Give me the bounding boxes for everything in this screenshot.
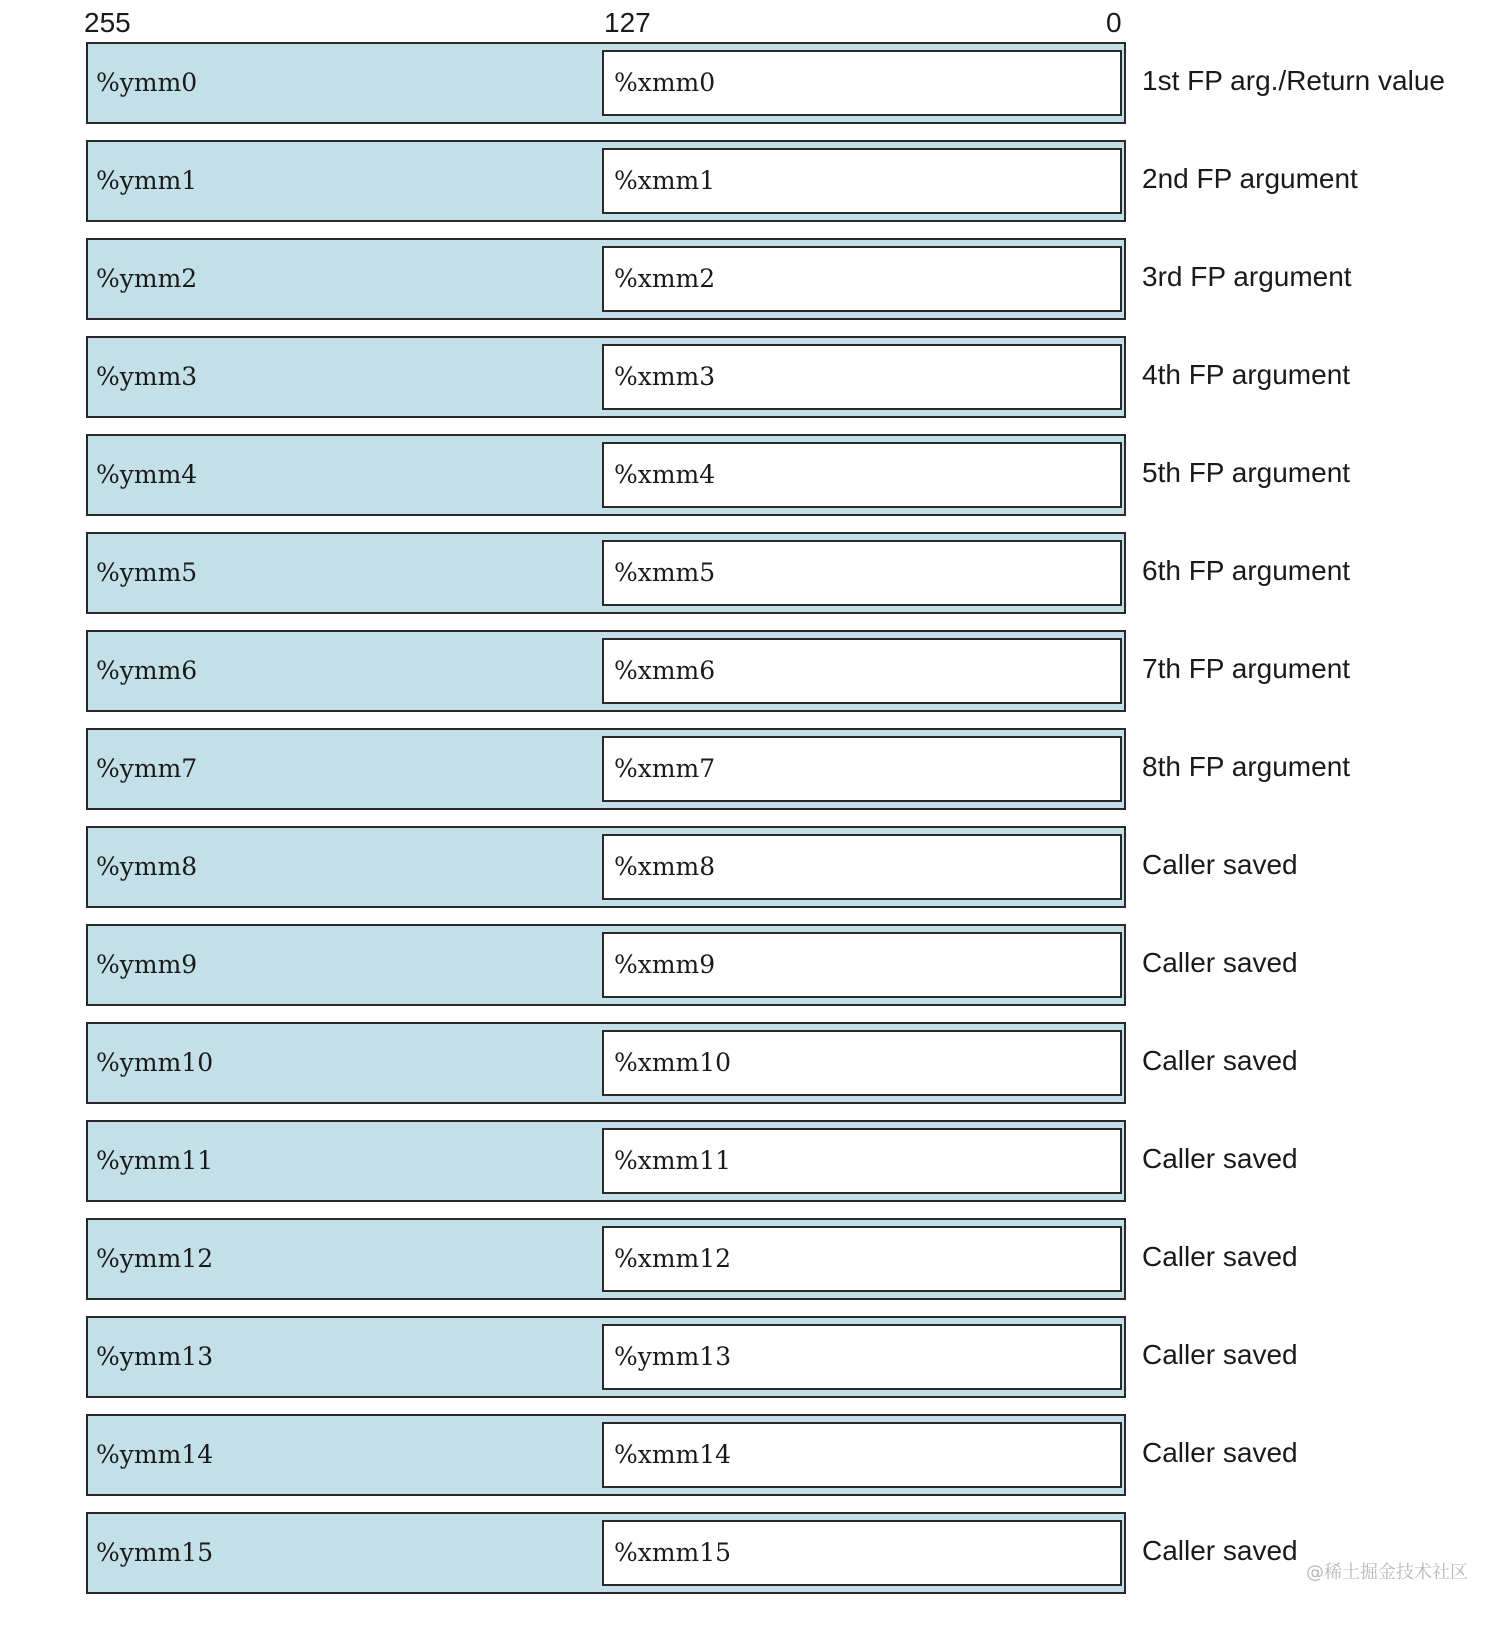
register-row-11 xyxy=(0,1120,1512,1206)
xmm-label: %xmm0 xyxy=(614,68,716,97)
ymm-register-15 xyxy=(86,1512,1126,1594)
xmm-register-0 xyxy=(602,50,1122,116)
ymm-register-5 xyxy=(86,532,1126,614)
register-role: 3rd FP argument xyxy=(1142,261,1352,292)
xmm-register-2 xyxy=(602,246,1122,312)
ymm-label: %ymm13 xyxy=(96,1342,214,1371)
register-row-10 xyxy=(0,1022,1512,1108)
xmm-label: %xmm6 xyxy=(614,656,716,685)
register-row-4 xyxy=(0,434,1512,520)
register-role: Caller saved xyxy=(1142,1437,1298,1468)
ymm-label: %ymm14 xyxy=(96,1440,214,1469)
ymm-register-12 xyxy=(86,1218,1126,1300)
xmm-register-10 xyxy=(602,1030,1122,1096)
register-row-5 xyxy=(0,532,1512,618)
register-row-12 xyxy=(0,1218,1512,1304)
xmm-label: %xmm11 xyxy=(614,1146,732,1175)
ymm-register-0 xyxy=(86,42,1126,124)
xmm-label: %xmm7 xyxy=(614,754,716,783)
register-row-1 xyxy=(0,140,1512,226)
ymm-register-7 xyxy=(86,728,1126,810)
ymm-label: %ymm6 xyxy=(96,656,198,685)
xmm-register-4 xyxy=(602,442,1122,508)
xmm-register-9 xyxy=(602,932,1122,998)
xmm-label: %xmm8 xyxy=(614,852,716,881)
xmm-register-14 xyxy=(602,1422,1122,1488)
ymm-register-10 xyxy=(86,1022,1126,1104)
ymm-register-14 xyxy=(86,1414,1126,1496)
ymm-label: %ymm11 xyxy=(96,1146,214,1175)
register-role: Caller saved xyxy=(1142,1535,1298,1566)
register-role: Caller saved xyxy=(1142,1241,1298,1272)
ymm-label: %ymm4 xyxy=(96,460,198,489)
xmm-register-11 xyxy=(602,1128,1122,1194)
ymm-label: %ymm8 xyxy=(96,852,198,881)
xmm-label: %xmm15 xyxy=(614,1538,732,1567)
register-role: 5th FP argument xyxy=(1142,457,1351,488)
ymm-register-4 xyxy=(86,434,1126,516)
register-row-6 xyxy=(0,630,1512,716)
ymm-register-8 xyxy=(86,826,1126,908)
register-row-15 xyxy=(0,1512,1512,1598)
xmm-register-5 xyxy=(602,540,1122,606)
xmm-label: %xmm9 xyxy=(614,950,716,979)
register-role: 1st FP arg./Return value xyxy=(1142,65,1445,96)
ymm-register-13 xyxy=(86,1316,1126,1398)
ymm-register-3 xyxy=(86,336,1126,418)
register-role: 2nd FP argument xyxy=(1142,163,1358,194)
xmm-register-15 xyxy=(602,1520,1122,1586)
ymm-register-6 xyxy=(86,630,1126,712)
ymm-label: %ymm9 xyxy=(96,950,198,979)
xmm-register-12 xyxy=(602,1226,1122,1292)
ymm-label: %ymm10 xyxy=(96,1048,214,1077)
register-role: Caller saved xyxy=(1142,1339,1298,1370)
register-row-0 xyxy=(0,42,1512,128)
xmm-label: %xmm4 xyxy=(614,460,716,489)
xmm-label: %xmm14 xyxy=(614,1440,732,1469)
register-row-3 xyxy=(0,336,1512,422)
xmm-label: %ymm13 xyxy=(614,1342,732,1371)
register-role: Caller saved xyxy=(1142,947,1298,978)
xmm-register-1 xyxy=(602,148,1122,214)
xmm-label: %xmm5 xyxy=(614,558,716,587)
bit-label-255: 255 xyxy=(84,7,131,38)
xmm-register-13 xyxy=(602,1324,1122,1390)
xmm-label: %xmm12 xyxy=(614,1244,732,1273)
ymm-register-11 xyxy=(86,1120,1126,1202)
register-role: 8th FP argument xyxy=(1142,751,1351,782)
register-role: 6th FP argument xyxy=(1142,555,1351,586)
xmm-register-8 xyxy=(602,834,1122,900)
xmm-label: %xmm10 xyxy=(614,1048,732,1077)
register-row-13 xyxy=(0,1316,1512,1402)
register-row-2 xyxy=(0,238,1512,324)
register-row-7 xyxy=(0,728,1512,814)
register-row-8 xyxy=(0,826,1512,912)
xmm-label: %xmm3 xyxy=(614,362,716,391)
xmm-register-3 xyxy=(602,344,1122,410)
register-role: Caller saved xyxy=(1142,849,1298,880)
register-row-14 xyxy=(0,1414,1512,1500)
register-role: Caller saved xyxy=(1142,1045,1298,1076)
ymm-label: %ymm0 xyxy=(96,68,198,97)
ymm-label: %ymm2 xyxy=(96,264,198,293)
ymm-label: %ymm1 xyxy=(96,166,198,195)
bit-label-127: 127 xyxy=(604,7,651,38)
xmm-register-6 xyxy=(602,638,1122,704)
ymm-register-1 xyxy=(86,140,1126,222)
bit-label-0: 0 xyxy=(1106,7,1122,38)
ymm-register-9 xyxy=(86,924,1126,1006)
register-role: 7th FP argument xyxy=(1142,653,1351,684)
ymm-label: %ymm5 xyxy=(96,558,198,587)
watermark: @稀土掘金技术社区 xyxy=(1306,1562,1468,1583)
ymm-label: %ymm3 xyxy=(96,362,198,391)
register-row-9 xyxy=(0,924,1512,1010)
register-role: 4th FP argument xyxy=(1142,359,1351,390)
xmm-label: %xmm1 xyxy=(614,166,716,195)
ymm-label: %ymm7 xyxy=(96,754,198,783)
register-role: Caller saved xyxy=(1142,1143,1298,1174)
ymm-label: %ymm12 xyxy=(96,1244,214,1273)
xmm-label: %xmm2 xyxy=(614,264,716,293)
ymm-label: %ymm15 xyxy=(96,1538,214,1567)
ymm-register-2 xyxy=(86,238,1126,320)
xmm-register-7 xyxy=(602,736,1122,802)
